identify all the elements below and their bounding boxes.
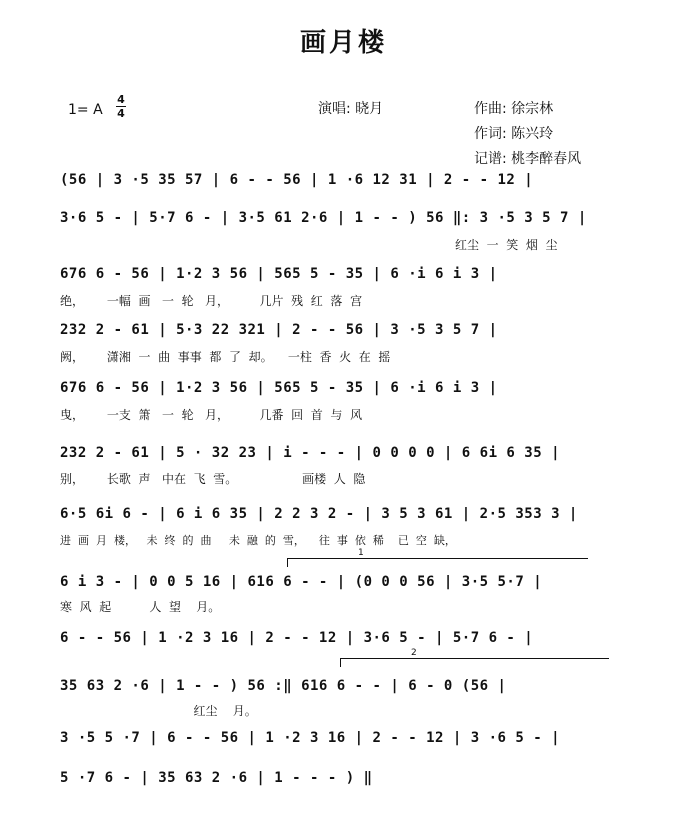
lyric-row-6: 别， 长歌 声 中在 飞 雪。 画楼 人 隐 bbox=[60, 472, 366, 486]
lyric-row-5: 曳， 一支 箫 一 轮 月， 几番 回 首 与 风 bbox=[60, 408, 363, 422]
key-signature: 1= A bbox=[68, 102, 103, 118]
notation-row-6: 232 2 - 61 | 5 · 32 23 | i - - - | 0 0 0 0 | 6 6i 6 35 | bbox=[60, 445, 561, 461]
notation-row-11: 3 ·5 5 ·7 | 6 - - 56 | 1 ·2 3 16 | 2 - - 12 | 3 ·6 5 - | bbox=[60, 730, 561, 746]
volta-1: 1 bbox=[287, 558, 588, 567]
composer-credit: 作曲: 徐宗林 bbox=[474, 101, 554, 117]
page-title: 画月楼 bbox=[299, 28, 387, 58]
lyric-row-8: 寒 风 起 人 望 月。 bbox=[60, 600, 221, 614]
notation-row-3: 676 6 - 56 | 1·2 3 56 | 565 5 - 35 | 6 ·i 6 i 3 | bbox=[60, 266, 498, 282]
lyric-row-7: 进 画 月 楼， 未 终 的 曲 未 融 的 雪， 往 事 依 稀 已 空 缺， bbox=[60, 534, 456, 547]
notation-row-5: 676 6 - 56 | 1·2 3 56 | 565 5 - 35 | 6 ·i 6 i 3 | bbox=[60, 380, 498, 396]
time-sig-top: 4 bbox=[117, 93, 125, 106]
lyricist-credit: 作词: 陈兴玲 bbox=[474, 126, 554, 142]
time-signature bbox=[116, 94, 126, 119]
lyric-row-3: 绝， 一幅 画 一 轮 月， 几片 残 红 落 宫 bbox=[60, 294, 363, 308]
notation-row-4: 232 2 - 61 | 5·3 22 321 | 2 - - 56 | 3 ·5 3 5 7 | bbox=[60, 322, 498, 338]
volta-2: 2 bbox=[340, 658, 609, 667]
notation-row-1: (56 | 3 ·5 35 57 | 6 - - 56 | 1 ·6 12 31 | 2 - - 12 | bbox=[60, 172, 534, 188]
notation-row-10: 35 63 2 ·6 | 1 - - ) 56 :‖ 616 6 - - | 6 - 0 (56 | bbox=[60, 678, 507, 694]
transcriber-credit: 记谱: 桃李醉春风 bbox=[474, 151, 582, 167]
lyric-row-10: 红尘 月。 bbox=[60, 704, 257, 718]
notation-row-2: 3·6 5 - | 5·7 6 - | 3·5 61 2·6 | 1 - - ) 56 ‖: 3 ·5 3 5 7 | bbox=[60, 210, 587, 226]
notation-row-7: 6·5 6i 6 - | 6 i 6 35 | 2 2 3 2 - | 3 5 3 61 | 2·5 353 3 | bbox=[60, 506, 578, 522]
notation-row-12: 5 ·7 6 - | 35 63 2 ·6 | 1 - - - ) ‖ bbox=[60, 770, 373, 786]
time-sig-bottom: 4 bbox=[117, 107, 125, 120]
notation-row-8: 6 i 3 - | 0 0 5 16 | 616 6 - - | (0 0 0 56 | 3·5 5·7 | bbox=[60, 574, 543, 590]
singer-credit: 演唱: 晓月 bbox=[318, 101, 384, 117]
notation-row-9: 6 - - 56 | 1 ·2 3 16 | 2 - - 12 | 3·6 5 - | 5·7 6 - | bbox=[60, 630, 534, 646]
lyric-row-2: 红尘 一 笑 烟 尘 bbox=[455, 238, 558, 252]
lyric-row-4: 阙， 潇湘 一 曲 事事 都 了 却。 一柱 香 火 在 摇 bbox=[60, 350, 391, 364]
